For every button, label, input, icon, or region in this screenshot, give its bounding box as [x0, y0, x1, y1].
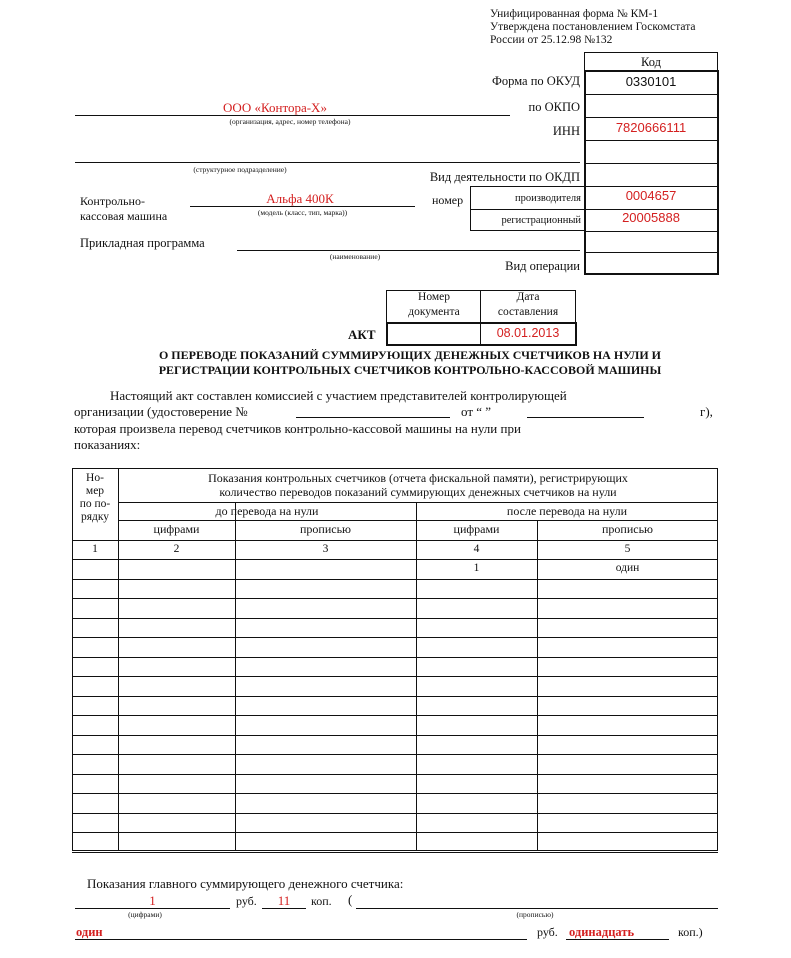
table-cell[interactable]	[74, 601, 116, 615]
table-cell[interactable]	[120, 660, 233, 674]
table-cell[interactable]	[539, 777, 716, 791]
rub-words-line	[75, 939, 527, 940]
okpo-label: по ОКПО	[528, 100, 580, 114]
codes-title: Код	[641, 55, 661, 69]
table-col-divider	[537, 520, 538, 851]
table-cell[interactable]	[120, 757, 233, 771]
table-cell[interactable]	[418, 738, 535, 752]
kop-digits-line	[262, 908, 306, 909]
division-line	[75, 162, 580, 163]
table-cell[interactable]	[418, 640, 535, 654]
form-header-line2: Утверждена постановлением Госкомстата	[490, 21, 696, 33]
table-cell[interactable]	[120, 601, 233, 615]
body-line2-start: организации (удостоверение №	[74, 404, 248, 419]
table-row-divider	[72, 774, 718, 775]
program-caption: (наименование)	[329, 252, 381, 261]
organization-caption: (организация, адрес, номер телефона)	[229, 117, 351, 126]
after-words-header: прописью	[601, 522, 654, 536]
doc-date-value[interactable]: 08.01.2013	[496, 326, 560, 340]
kkm-model-caption: (модель (класс, тип, марка))	[257, 208, 348, 217]
table-cell[interactable]	[539, 796, 716, 810]
table-row-divider	[72, 715, 718, 716]
program-line	[237, 250, 580, 251]
doc-number-header-1: Номер	[418, 291, 450, 303]
table-cell[interactable]	[120, 835, 233, 849]
kkm-number-divider	[470, 209, 585, 210]
codes-title-cell	[584, 52, 718, 71]
col-number-header-1: Но-	[86, 472, 104, 484]
body-line2-from: от “ ”	[461, 404, 492, 419]
table-cell[interactable]	[539, 738, 716, 752]
kop-words-value[interactable]: одинадцать	[569, 925, 635, 939]
table-cell[interactable]	[74, 562, 116, 576]
doc-date-header-1: Дата	[516, 291, 540, 303]
table-cell[interactable]	[418, 660, 535, 674]
registration-number-value[interactable]: 20005888	[622, 210, 680, 225]
paren-open: (	[348, 892, 353, 907]
program-label: Прикладная программа	[80, 236, 205, 250]
table-cell[interactable]: один	[615, 562, 640, 574]
table-cell[interactable]	[237, 816, 414, 830]
kkm-model-line	[190, 206, 415, 207]
kkm-label-line1: Контрольно-	[80, 194, 145, 208]
table-cell[interactable]	[74, 679, 116, 693]
table-cell[interactable]	[539, 816, 716, 830]
table-cell[interactable]	[120, 562, 233, 576]
inn-value[interactable]: 7820666111	[615, 120, 687, 135]
table-cell[interactable]	[539, 640, 716, 654]
table-cell[interactable]	[539, 679, 716, 693]
table-row-divider	[72, 637, 718, 638]
table-cell[interactable]	[237, 562, 414, 576]
table-cell[interactable]	[120, 718, 233, 732]
doc-number-header-2: документа	[408, 306, 460, 318]
certificate-number-line[interactable]	[296, 417, 450, 418]
table-cell[interactable]	[237, 835, 414, 849]
table-cell[interactable]	[74, 816, 116, 830]
form-header-line3: России от 25.12.98 №132	[490, 34, 613, 46]
inn-label: ИНН	[552, 124, 580, 138]
table-cell[interactable]	[237, 679, 414, 693]
table-row-divider	[72, 735, 718, 736]
table-row-divider	[72, 559, 718, 560]
amount-words-line[interactable]	[356, 908, 718, 909]
words-caption: (прописью)	[516, 910, 554, 919]
table-cell[interactable]	[74, 660, 116, 674]
table-cell[interactable]	[74, 582, 116, 596]
codes-column	[584, 70, 719, 275]
table-cell[interactable]	[120, 640, 233, 654]
kop-label-2: коп.)	[678, 925, 703, 939]
rub-digits-value[interactable]: 1	[149, 893, 156, 908]
codes-divider	[585, 94, 718, 95]
table-cell[interactable]	[539, 718, 716, 732]
table-cell[interactable]	[418, 816, 535, 830]
table-cell[interactable]	[120, 738, 233, 752]
operation-label: Вид операции	[505, 259, 580, 273]
organization-line	[75, 115, 510, 116]
table-cell[interactable]	[120, 621, 233, 635]
col-index-4: 4	[473, 543, 480, 555]
table-row-divider	[72, 579, 718, 580]
table-cell[interactable]	[237, 640, 414, 654]
table-head-line2: количество переводов показаний суммирующих денежных счетчиков на нули	[219, 485, 617, 499]
table-cell[interactable]	[120, 796, 233, 810]
table-row-divider	[72, 540, 718, 541]
table-cell[interactable]	[74, 777, 116, 791]
division-caption: (структурное подразделение)	[193, 165, 287, 174]
table-cell[interactable]	[237, 777, 414, 791]
table-row-divider	[72, 657, 718, 658]
codes-divider	[585, 117, 718, 118]
table-cell[interactable]	[237, 699, 414, 713]
table-cell[interactable]	[539, 582, 716, 596]
organization-name[interactable]: ООО «Контора-Х»	[223, 100, 327, 115]
rub-words-value[interactable]: один	[76, 925, 103, 939]
codes-divider	[585, 186, 718, 187]
table-row-divider	[72, 618, 718, 619]
certificate-date-line[interactable]	[527, 417, 644, 418]
table-cell[interactable]	[237, 738, 414, 752]
table-row-divider	[72, 676, 718, 677]
doc-value-divider	[480, 322, 481, 346]
rub-label: руб.	[236, 894, 257, 908]
table-cell[interactable]	[74, 835, 116, 849]
form-header-line1: Унифицированная форма № КМ-1	[490, 8, 659, 20]
kop-words-line	[566, 939, 669, 940]
kkm-number-label: номер	[432, 193, 464, 207]
table-row-divider	[118, 520, 718, 521]
table-cell[interactable]	[74, 640, 116, 654]
table-row-divider	[72, 598, 718, 599]
table-cell[interactable]	[74, 738, 116, 752]
col-index-3: 3	[322, 543, 329, 555]
rub-digits-line	[75, 908, 230, 909]
table-cell[interactable]	[418, 718, 535, 732]
kkm-label-line2: кассовая машина	[80, 209, 168, 223]
table-head-line1: Показания контрольных счетчиков (отчета фискальной памяти), регистрирующих	[208, 471, 628, 485]
table-cell[interactable]	[539, 621, 716, 635]
table-row-divider	[72, 852, 718, 853]
table-cell[interactable]	[418, 699, 535, 713]
table-cell[interactable]	[418, 679, 535, 693]
kop-label: коп.	[311, 894, 332, 908]
before-zero-header: до перевода на нули	[215, 504, 319, 518]
rub-label-2: руб.	[537, 925, 558, 939]
table-row-divider	[72, 696, 718, 697]
col-index-2: 2	[173, 543, 180, 555]
table-cell[interactable]	[237, 718, 414, 732]
table-cell[interactable]	[418, 796, 535, 810]
table-row-divider	[72, 754, 718, 755]
okdp-label: Вид деятельности по ОКДП	[429, 170, 580, 184]
table-cell[interactable]	[237, 601, 414, 615]
codes-divider	[585, 163, 718, 164]
table-cell[interactable]	[539, 601, 716, 615]
act-title-line1: О ПЕРЕВОДЕ ПОКАЗАНИЙ СУММИРУЮЩИХ ДЕНЕЖНЫХ СЧЕТЧИКОВ НА НУЛИ И	[158, 348, 662, 362]
okud-value[interactable]: 0330101	[625, 74, 677, 89]
table-cell[interactable]	[120, 816, 233, 830]
table-cell[interactable]	[237, 621, 414, 635]
body-line1: Настоящий акт составлен комиссией с участием представителей контролирующей	[110, 388, 567, 403]
body-line4: показаниях:	[74, 437, 141, 452]
table-cell[interactable]	[74, 796, 116, 810]
table-cell[interactable]	[120, 679, 233, 693]
table-cell[interactable]	[539, 757, 716, 771]
table-cell[interactable]	[418, 757, 535, 771]
table-cell[interactable]	[74, 718, 116, 732]
table-row-divider	[118, 502, 718, 503]
table-row-divider	[72, 832, 718, 833]
table-cell[interactable]	[74, 621, 116, 635]
doc-date-header-2: составления	[497, 306, 559, 318]
table-cell[interactable]	[418, 582, 535, 596]
body-line3: которая произвела перевод счетчиков контрольно-кассовой машины на нули при	[74, 421, 521, 436]
table-cell[interactable]	[120, 582, 233, 596]
table-cell[interactable]	[418, 835, 535, 849]
table-cell[interactable]	[539, 699, 716, 713]
table-cell[interactable]	[237, 660, 414, 674]
table-cell[interactable]	[74, 757, 116, 771]
table-cell[interactable]	[539, 835, 716, 849]
kop-digits-value[interactable]: 11	[277, 893, 291, 908]
col-number-header-2: мер	[85, 485, 105, 497]
okud-label: Форма по ОКУД	[492, 74, 580, 88]
kkm-model[interactable]: Альфа 400К	[266, 191, 334, 206]
manufacturer-number-value[interactable]: 0004657	[625, 188, 677, 203]
col-index-5: 5	[624, 543, 631, 555]
col-number-header-4: рядку	[80, 511, 110, 523]
codes-divider	[585, 231, 718, 232]
table-cell[interactable]	[418, 601, 535, 615]
codes-divider	[585, 140, 718, 141]
before-words-header: прописью	[299, 522, 352, 536]
col-number-header-3: по по-	[79, 498, 111, 510]
after-zero-header: после перевода на нули	[506, 504, 628, 518]
after-digits-header: цифрами	[453, 522, 500, 536]
act-title-line2: РЕГИСТРАЦИИ КОНТРОЛЬНЫХ СЧЕТЧИКОВ КОНТРОЛЬНО-КАССОВОЙ МАШИНЫ	[158, 363, 662, 377]
registration-label: регистрационный	[501, 215, 581, 226]
table-cell[interactable]	[74, 699, 116, 713]
table-cell[interactable]	[237, 796, 414, 810]
codes-divider	[585, 252, 718, 253]
digits-caption: (цифрами)	[128, 910, 162, 919]
table-cell[interactable]	[539, 660, 716, 674]
table-row-divider	[72, 813, 718, 814]
table-cell[interactable]	[418, 621, 535, 635]
before-digits-header: цифрами	[153, 522, 200, 536]
table-cell[interactable]	[237, 757, 414, 771]
table-row-divider	[72, 793, 718, 794]
table-cell[interactable]	[120, 699, 233, 713]
manufacturer-label: производителя	[515, 193, 581, 204]
table-cell[interactable]: 1	[473, 562, 480, 574]
main-counter-label: Показания главного суммирующего денежного счетчика:	[87, 876, 404, 891]
body-line2-end: г),	[700, 404, 713, 419]
act-label: АКТ	[348, 327, 376, 342]
table-cell[interactable]	[418, 777, 535, 791]
table-cell[interactable]	[237, 582, 414, 596]
col-index-1: 1	[92, 543, 98, 555]
table-cell[interactable]	[120, 777, 233, 791]
